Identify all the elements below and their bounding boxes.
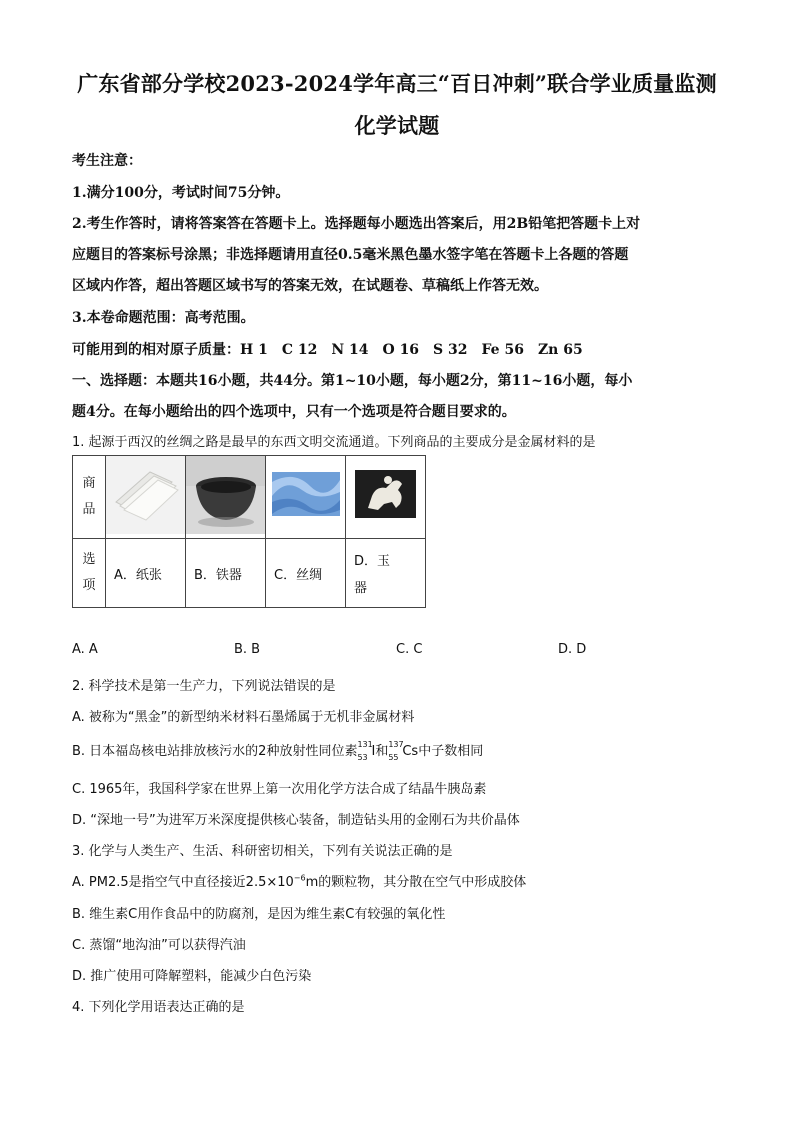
paper-image [106,456,186,539]
table-row-header-options: 选 项 [73,539,106,608]
q3-option-a: A. PM2.5是指空气中直径接近$2.5\times 10^{-6}m$的颗粒物，其分散在空气中形成胶体 [72,873,527,890]
q3-option-c: C. 蒸馏“地沟油”可以获得汽油 [72,938,246,953]
silk-image [266,456,346,539]
q2-option-c: C. 1965年，我国科学家在世界上第一次用化学方法合成了结晶牛胰岛素 [72,782,487,797]
exam-subtitle: 化学试题 [354,113,440,138]
q2-option-b: B. 日本福岛核电站排放核污水的2种放射性同位素 131 53 I和 137 55 Cs中子数相同 [72,739,484,762]
section-heading-line1: 一、选择题：本题共16小题，共44分。第1~10小题，每小题2分，第11~16小题，每小 [72,373,633,389]
exam-title: 广东省部分学校2023-2024学年高三“百日冲刺”联合学业质量监测 [77,71,717,96]
q2-option-d: D. “深地一号”为进军万米深度提供核心装备，制造钻头用的金刚石为共价晶体 [72,813,520,828]
note-1: 1.满分100分，考试时间75分钟。 [72,185,290,201]
q1-choice-b: B. B [234,642,261,657]
question-4-stem: 4. 下列化学用语表达正确的是 [72,1000,245,1015]
option-c-label: C．丝绸 [266,539,346,608]
iron-bowl-image [186,456,266,539]
question-1-stem: 1. 起源于西汉的丝绸之路是最早的东西文明交流通道。下列商品的主要成分是金属材料的是 [72,435,596,450]
note-2-line1: 2.考生作答时，请将答案答在答题卡上。选择题每小题选出答案后，用2B铅笔把答题卡上对 [72,216,641,232]
iodine-isotope: 131 53 [357,739,373,762]
option-a-label: A．纸张 [106,539,186,608]
atomic-masses: 可能用到的相对原子质量：H 1 C 12 N 14 O 16 S 32 Fe 56 Zn 65 [72,342,583,358]
notes-heading: 考生注意： [72,153,142,169]
note-2-line3: 区域内作答，超出答题区域书写的答案无效，在试题卷、草稿纸上作答无效。 [72,278,548,294]
q3-option-b: B. 维生素C用作食品中的防腐剂，是因为维生素C有较强的氧化性 [72,907,446,922]
cesium-isotope: 137 55 [388,739,404,762]
q2-option-a: A. 被称为“黑金”的新型纳米材料石墨烯属于无机非金属材料 [72,710,415,725]
question-2-stem: 2. 科学技术是第一生产力，下列说法错误的是 [72,679,336,694]
question-3-stem: 3. 化学与人类生产、生活、科研密切相关，下列有关说法正确的是 [72,844,453,859]
table-row-header-goods: 商 品 [73,456,106,539]
option-d-label: D．玉 器 [346,539,426,608]
q1-choice-d: D. D [558,642,587,657]
jade-image [346,456,426,539]
option-b-label: B．铁器 [186,539,266,608]
q3-option-d: D. 推广使用可降解塑料，能减少白色污染 [72,969,312,984]
question-1-table [72,455,426,608]
q1-choice-a: A. A [72,642,98,657]
note-3: 3.本卷命题范围：高考范围。 [72,310,255,326]
section-heading-line2: 题4分。在每小题给出的四个选项中，只有一个选项是符合题目要求的。 [72,404,516,420]
note-2-line2: 应题目的答案标号涂黑；非选择题请用直径0.5毫米黑色墨水签字笔在答题卡上各题的答题 [72,247,629,263]
q1-choice-c: C. C [396,642,423,657]
